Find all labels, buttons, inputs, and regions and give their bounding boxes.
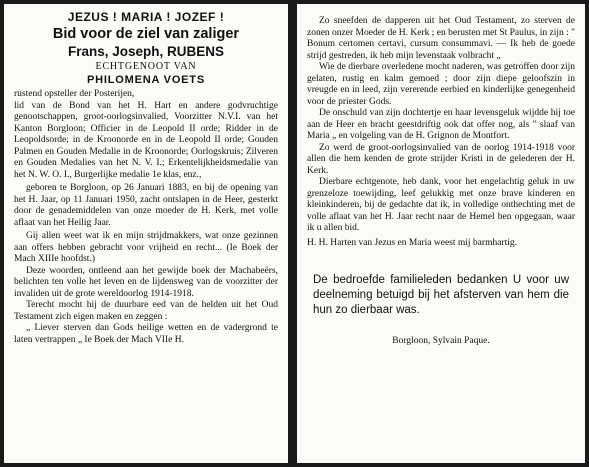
biography-text: lid van de Bond van het H. Hart en andere godvruchtige genootschappen, groot-oorlogsinvalied, Voorzitter N.V.I. van het Kanton Borgloon; Officier in de Leopold II orde; Ridder in de Leopoldsorde; in de Kroonorde en in de Leopold II orde; Gouden Palmen en Gouden Medalie in de Kroonorde; Oorlogskruis; Zilveren en Gouden Medalies van het N. V. I.; Erkentelijkheidsmedalie van het N. W. O. I., Burgerlijke medalie 1e klas, enz., [14, 100, 278, 180]
family-thanks: De bedroefde familieleden bedanken U voor uw deelneming betuigd bij het afsterven van hem die hun zo dierbaar was. [313, 274, 569, 316]
spouse-label: ECHTGENOOT VAN [95, 61, 197, 72]
invocation-heading: JEZUS ! MARIA ! JOZEF ! [67, 10, 225, 24]
machabees-paragraph: Deze woorden, ontleend aan het gewijde boek der Machabeërs, belichten ten volle het leven en de lijdensweg van de voorzitter der invaliden uit de grote wereldoorlog 1914-1918. [14, 265, 278, 299]
quote-paragraph: Gij allen weet wat ik en mijn strijdmakkers, wat onze gezinnen aan offers hebben gebracht voor vrijheid en recht... (Ie Boek der Mach XIIIe hoofdst.) [14, 231, 278, 264]
birth-death-paragraph: geboren te Borgloon, op 26 Januari 1883, en bij de opening van het H. Jaar, op 11 Januari 1950, zacht ontslapen in de Heer, gesterkt door de genademiddelen van onze moeder de H. Kerk, met volle aflaat van het Heilig Jaar. [14, 183, 278, 228]
prayer-heading: Bid voor de ziel van zaliger [52, 26, 240, 42]
occupation-line: rustend opsteller der Posterijen, [14, 89, 135, 99]
oath-quote: „ Liever sterven dan Gods heilige wetten en de vadergrond te laten vertrappen „ Ie Boek der Mach VIIe H. [14, 323, 278, 345]
character-paragraph: Wie de dierbare overledene mocht naderen, was getroffen door zijn gelaten, rustig en kalm gemoed ; door zijn diepe geloofszin in vreugde en in leed, zijn vererende eerbied en kinderlijke genegenheid voor de priester Gods. [307, 62, 575, 107]
daughter-paragraph: De onschuld van zijn dochtertje en haar levensgeluk wijdde hij toe aan de Heer en bracht geestdriftig ook dat offer nog, als " slaaf van Maria „ en volgeling van de H. Grignon de Montfort. [307, 108, 575, 141]
oath-paragraph: Terecht mocht hij de duurbare eed van de helden uit het Oud Testament zich eigen maken en zeggen : [14, 300, 278, 322]
left-page [4, 4, 288, 463]
deceased-name: Frans, Joseph, RUBENS [67, 44, 225, 59]
closing-prayer: H. H. Harten van Jezus en Maria weest mij barmhartig. [307, 237, 517, 248]
invalid-paragraph: Zo werd de groot-oorlogsinvalied van de oorlog 1914-1918 voor allen die hem kenden de grote strijder Kristi in de gelederen der H. Kerk. [307, 142, 575, 176]
spouse-name: PHILOMENA VOETS [87, 74, 205, 86]
testament-paragraph: Zo sneefden de dapperen uit het Oud Testament, zo sterven de zonen onzer Moeder de H. Kerk ; en berusten met St Paulus, in zijn : " Bonum certomen certavi, cursum consummavi. — Ik heb de goede strijd gestreden, ik heb mijn levenstaak volbracht „ [307, 16, 575, 61]
spouse-farewell-paragraph: Dierbare echtgenote, heb dank, voor het engelachtig geluk in uw grenzeloze toewijding, leef gelukkig met onze brave kinderen en kleinkinderen, bij de gedachte dat ik, in volledige onthechting met de volle aflaat van het H. Jaar recht naar de Hemel ben opgegaan, waar ik u allen bid. [307, 177, 575, 233]
right-page [297, 4, 585, 463]
printer-credit: Borgloon, Sylvain Paque. [392, 336, 490, 346]
